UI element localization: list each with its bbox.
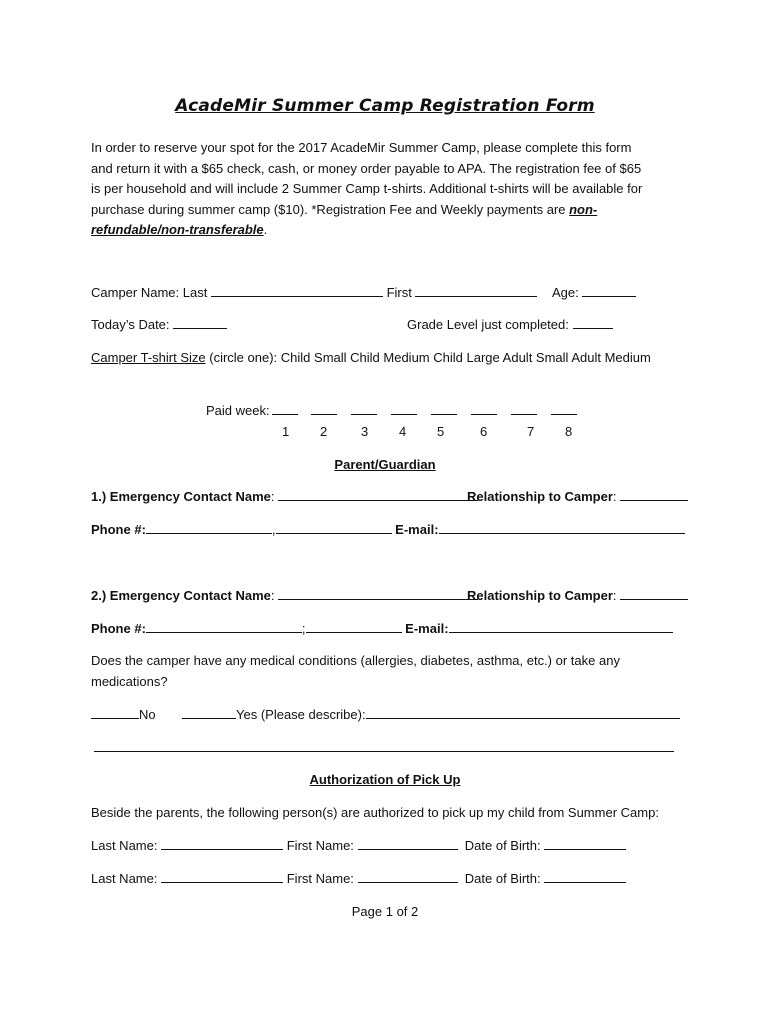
week-number: 6 <box>480 424 488 439</box>
pickup-first-field[interactable] <box>358 869 458 883</box>
pickup-dob-field[interactable] <box>544 869 626 883</box>
camper-first-field[interactable] <box>415 283 537 297</box>
pickup-intro: Beside the parents, the following person(s) are authorized to pick up my child from Summer Camp: <box>91 805 659 820</box>
contact1-name-field[interactable] <box>278 487 478 501</box>
pickup-first-label: First Name: <box>286 838 354 853</box>
pickup-dob-field[interactable] <box>544 836 626 850</box>
grade-row <box>407 315 613 335</box>
contact1-relationship-field[interactable] <box>620 487 688 501</box>
contact2-phone-field[interactable] <box>146 619 302 633</box>
camper-last-field[interactable] <box>211 283 383 297</box>
camper-name-row <box>91 283 537 303</box>
contact1-phone-label: Phone # <box>91 522 142 537</box>
tshirt-label: Camper T-shirt Size <box>91 350 206 365</box>
pickup-heading: Authorization of Pick Up <box>309 772 461 787</box>
medical-yes-row <box>182 705 680 725</box>
tshirt-option[interactable]: Adult Small <box>502 350 569 365</box>
medical-no-label: No <box>139 707 156 722</box>
tshirt-row <box>91 348 651 368</box>
paid-week-field-2[interactable] <box>311 414 337 415</box>
age-row <box>552 283 636 303</box>
contact1-relationship-label: Relationship to Camper <box>467 489 613 504</box>
parent-guardian-heading: Parent/Guardian <box>334 457 436 472</box>
tshirt-option[interactable]: Child Small <box>280 350 347 365</box>
week-number: 2 <box>320 424 328 439</box>
pickup-dob-label: Date of Birth: <box>464 871 541 886</box>
paid-week-field-4[interactable] <box>391 414 417 415</box>
paid-week-field-5[interactable] <box>431 414 457 415</box>
week-number: 7 <box>527 424 535 439</box>
medical-no-row <box>91 705 156 725</box>
contact1-phone-field[interactable] <box>146 520 272 534</box>
contact2-relationship-row: Relationship to Camper: <box>467 586 688 606</box>
date-label: Today’s Date: <box>91 317 170 332</box>
pickup-person-row <box>91 836 626 856</box>
contact2-name-field[interactable] <box>278 586 478 600</box>
medical-yes-field[interactable] <box>182 705 236 719</box>
camper-last-label: Camper Name: Last <box>91 285 208 300</box>
contact2-phone-label: Phone # <box>91 621 142 636</box>
date-field[interactable] <box>173 315 227 329</box>
contact2-email-label: E-mail <box>405 621 445 636</box>
paid-week-field-3[interactable] <box>351 414 377 415</box>
contact1-name-label: 1.) Emergency Contact Name <box>91 489 271 504</box>
week-number: 1 <box>282 424 290 439</box>
camper-first-label: First <box>386 285 412 300</box>
pickup-dob-label: Date of Birth: <box>464 838 541 853</box>
pickup-last-label: Last Name: <box>91 871 158 886</box>
pickup-first-label: First Name: <box>286 871 354 886</box>
week-number: 8 <box>565 424 573 439</box>
medical-question: Does the camper have any medical conditions (allergies, diabetes, asthma, etc.) or take any medications? <box>91 653 620 689</box>
week-number: 4 <box>399 424 407 439</box>
contact1-email-label: E-mail <box>395 522 435 537</box>
pickup-person-row <box>91 869 626 889</box>
contact1-name-row: 1.) Emergency Contact Name: <box>91 487 478 507</box>
grade-field[interactable] <box>573 315 613 329</box>
tshirt-option[interactable]: Adult Medium <box>571 350 651 365</box>
intro-emphasis: non-refundable/non-transferable <box>91 201 598 237</box>
intro-text: In order to reserve your spot for the 2017 AcadeMir Summer Camp, please complete this form and return it with a $65 check, cash, or money order payable to APA. The registration fee of $65 is per household and will include 2 Summer Camp t-shirts. Additional t-shirts will be available for purchase during summer camp ($10). *Registration Fee and Weekly payments are <box>91 140 643 217</box>
week-number: 3 <box>361 424 369 439</box>
pickup-first-field[interactable] <box>358 836 458 850</box>
page-footer: Page 1 of 2 <box>351 904 419 919</box>
contact2-phone-alt-field[interactable] <box>306 619 402 633</box>
medical-describe-line-2[interactable] <box>94 751 674 752</box>
contact2-relationship-label: Relationship to Camper <box>467 588 613 603</box>
intro-end: . <box>263 222 268 237</box>
medical-describe-field[interactable] <box>366 705 680 719</box>
contact2-name-label: 2.) Emergency Contact Name <box>91 588 271 603</box>
paid-week-field-7[interactable] <box>511 414 537 415</box>
contact2-relationship-field[interactable] <box>620 586 688 600</box>
contact2-phone-row: Phone #: ; E-mail: <box>91 619 673 639</box>
pickup-last-label: Last Name: <box>91 838 158 853</box>
pickup-last-field[interactable] <box>161 869 283 883</box>
medical-yes-label: Yes (Please describe): <box>236 707 366 722</box>
tshirt-option[interactable]: Child Large <box>433 350 500 365</box>
tshirt-hint: (circle one): <box>205 350 281 365</box>
age-field[interactable] <box>582 283 636 297</box>
contact2-email-field[interactable] <box>449 619 673 633</box>
contact1-relationship-row: Relationship to Camper: <box>467 487 688 507</box>
contact1-phone-row: Phone #: , E-mail: <box>91 520 685 540</box>
date-row <box>91 315 227 335</box>
paid-week-field-8[interactable] <box>551 414 577 415</box>
tshirt-option[interactable]: Child Medium <box>350 350 430 365</box>
paid-week-label: Paid week: <box>206 403 270 418</box>
contact1-phone-alt-field[interactable] <box>276 520 392 534</box>
week-number: 5 <box>437 424 445 439</box>
contact2-name-row: 2.) Emergency Contact Name: <box>91 586 478 606</box>
paid-week-field-1[interactable] <box>272 414 298 415</box>
age-label: Age: <box>552 285 579 300</box>
intro-paragraph <box>91 138 651 241</box>
contact1-email-field[interactable] <box>439 520 685 534</box>
grade-label: Grade Level just completed: <box>407 317 569 332</box>
paid-week-field-6[interactable] <box>471 414 497 415</box>
medical-no-field[interactable] <box>91 705 139 719</box>
pickup-last-field[interactable] <box>161 836 283 850</box>
form-title: AcadeMir Summer Camp Registration Form <box>175 96 595 116</box>
